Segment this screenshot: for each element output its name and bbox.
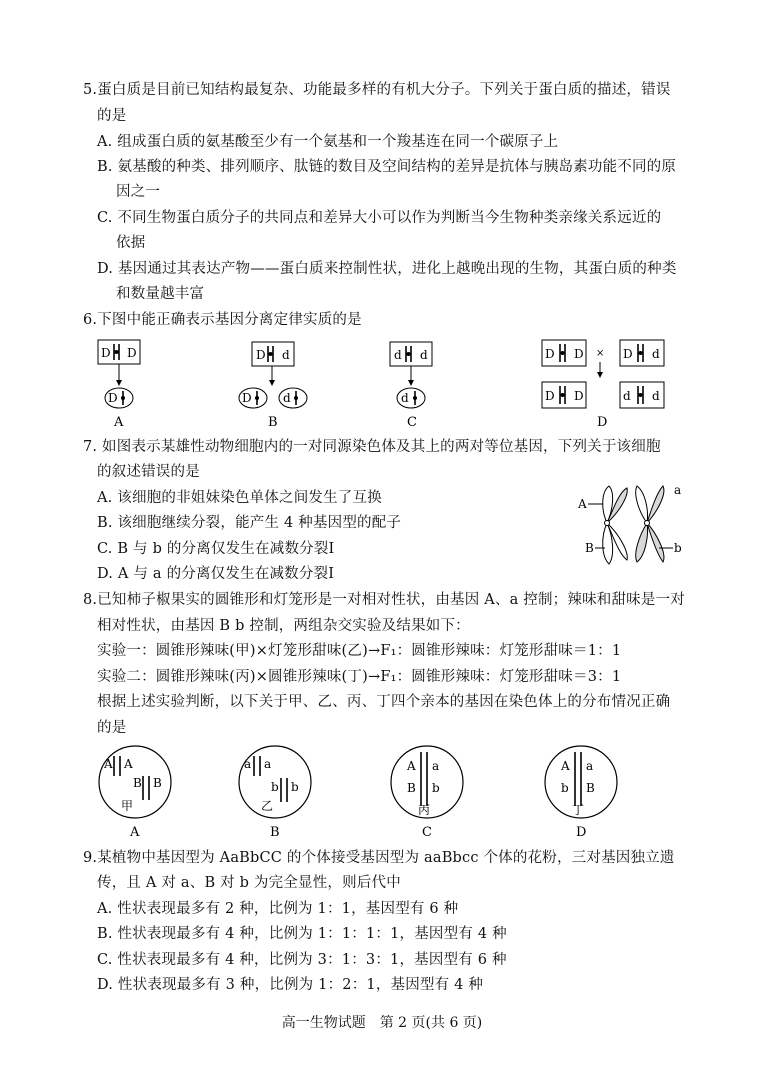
q6-diagram-c (390, 342, 432, 430)
q7-stem-line2: 的叙述错误的是 (97, 464, 200, 480)
svg-text:D: D (545, 347, 555, 361)
svg-text:D: D (108, 391, 118, 405)
q9-stem-line2: 传，且 A 对 a、B 对 b 为完全显性，则后代中 (97, 875, 401, 891)
svg-text:b: b (561, 781, 569, 795)
page-footer: 高一生物试题 第 2 页(共 6 页) (281, 1015, 483, 1031)
q8-stem-line2: 相对性状，由基因 B b 控制，两组杂交实验及结果如下： (97, 618, 470, 634)
svg-text:d: d (283, 391, 291, 405)
q8-stem-line1: 8.已知柿子椒果实的圆锥形和灯笼形是一对相对性状，由基因 A、a 控制；辣味和甜味是一对 (83, 592, 685, 608)
q6-stem: 6.下图中能正确表示基因分离定律实质的是 (83, 312, 362, 328)
svg-text:A: A (104, 757, 113, 771)
q5-stem-line2: 的是 (97, 108, 127, 124)
svg-text:d: d (401, 391, 409, 405)
q7-chromosome-figure (575, 480, 685, 580)
svg-text:a: a (264, 757, 272, 771)
q8-label-b: B (270, 825, 280, 840)
q6-label-d: D (597, 415, 608, 430)
q8-cell-name-bing: 丙 (418, 803, 431, 817)
q9-stem-line1: 9.某植物中基因型为 AaBbCC 的个体接受基因型为 aaBbcc 个体的花粉，三对基因独立遗 (83, 850, 675, 866)
svg-text:d: d (282, 348, 290, 362)
svg-text:a: a (432, 759, 440, 773)
svg-text:B: B (585, 541, 594, 555)
q5-option-d-line2: 和数量越丰富 (116, 286, 205, 302)
q8-cell-name-jia: 甲 (121, 799, 134, 813)
q6-label-c: C (407, 415, 417, 430)
svg-text:a: a (244, 757, 252, 771)
q9-option-b: B. 性状表现最多有 4 种，比例为 1：1：1：1，基因型有 4 种 (97, 926, 507, 942)
svg-text:B: B (586, 781, 595, 795)
svg-text:b: b (674, 541, 682, 555)
svg-text:a: a (674, 483, 682, 497)
q7-chromosome-right (636, 486, 664, 562)
svg-text:a: a (586, 759, 594, 773)
q8-experiment-1: 实验一：圆锥形辣味(甲)×灯笼形甜味(乙)→F₁：圆锥形辣味：灯笼形甜味＝1：1 (97, 643, 622, 659)
q7-option-b: B. 该细胞继续分裂，能产生 4 种基因型的配子 (97, 515, 402, 531)
svg-text:b: b (432, 781, 440, 795)
q9-option-d: D. 性状表现最多有 3 种，比例为 1：2：1，基因型有 4 种 (97, 977, 484, 993)
q5-option-a: A. 组成蛋白质的氨基酸至少有一个氨基和一个羧基连在同一个碳原子上 (97, 134, 559, 150)
svg-text:A: A (561, 759, 570, 773)
svg-text:B: B (133, 776, 142, 790)
svg-text:D: D (545, 389, 555, 403)
q5-option-b-line1: B. 氨基酸的种类、排列顺序、肽链的数目及空间结构的差异是抗体与胰岛素功能不同的原 (97, 159, 677, 175)
q7-stem-line1: 7. 如图表示某雄性动物细胞内的一对同源染色体及其上的两对等位基因，下列关于该细胞 (83, 439, 661, 455)
q5-option-c-line2: 依据 (116, 235, 146, 251)
q5-option-c-line1: C. 不同生物蛋白质分子的共同点和差异大小可以作为判断当今生物种类亲缘关系远近的 (97, 210, 662, 226)
svg-text:D: D (101, 346, 111, 360)
svg-text:A: A (578, 497, 587, 511)
svg-text:D: D (127, 346, 137, 360)
svg-text:×: × (596, 348, 605, 359)
q6-label-a: A (114, 415, 124, 430)
svg-text:B: B (153, 776, 162, 790)
q7-option-a: A. 该细胞的非姐妹染色单体之间发生了互换 (97, 490, 382, 506)
q5-option-b-line2: 因之一 (116, 184, 161, 200)
q6-diagram-a (98, 340, 140, 430)
svg-text:d: d (623, 389, 631, 403)
q8-label-d: D (576, 825, 587, 840)
svg-text:D: D (574, 389, 584, 403)
q6-diagram-d (542, 340, 664, 430)
q7-chromosome-left (603, 486, 628, 564)
svg-text:d: d (394, 348, 402, 362)
q5-stem-line1: 5.蛋白质是目前已知结构最复杂、功能最多样的有机大分子。下列关于蛋白质的描述，错误 (83, 82, 671, 98)
q8-experiment-2: 实验二：圆锥形辣味(丙)×圆锥形辣味(丁)→F₁：圆锥形辣味：灯笼形甜味＝3：1 (97, 669, 622, 685)
svg-text:D: D (623, 347, 633, 361)
svg-text:d: d (652, 347, 660, 361)
q8-stem-line4: 的是 (97, 720, 127, 736)
q6-diagram-b (239, 342, 307, 430)
svg-text:A: A (124, 757, 133, 771)
q8-cell-name-ding: 丁 (572, 803, 585, 817)
svg-text:d: d (420, 348, 428, 362)
svg-text:A: A (407, 759, 416, 773)
svg-text:D: D (574, 347, 584, 361)
q9-option-c: C. 性状表现最多有 4 种，比例为 3：1：3：1，基因型有 6 种 (97, 952, 507, 968)
svg-text:b: b (291, 780, 299, 794)
q7-option-d: D. A 与 a 的分离仅发生在减数分裂Ⅰ (97, 566, 335, 582)
q8-stem-line3: 根据上述实验判断，以下关于甲、乙、丙、丁四个亲本的基因在染色体上的分布情况正确 (97, 694, 671, 710)
q8-cell-name-yi: 乙 (261, 799, 274, 813)
svg-text:D: D (256, 348, 266, 362)
q8-cell-yi (239, 746, 311, 840)
svg-text:D: D (242, 391, 252, 405)
svg-text:B: B (407, 781, 416, 795)
svg-text:d: d (652, 389, 660, 403)
q8-cell-jia (99, 746, 171, 840)
q6-figure (90, 336, 690, 430)
q8-figure (95, 742, 655, 842)
svg-text:b: b (271, 780, 279, 794)
q6-label-b: B (268, 415, 278, 430)
q7-option-c: C. B 与 b 的分离仅发生在减数分裂Ⅰ (97, 541, 335, 557)
q8-label-a: A (130, 825, 140, 840)
q5-option-d-line1: D. 基因通过其表达产物——蛋白质来控制性状，进化上越晚出现的生物，其蛋白质的种类 (97, 261, 677, 277)
q8-label-c: C (422, 825, 432, 840)
q8-cell-bing (391, 746, 463, 840)
q9-option-a: A. 性状表现最多有 2 种，比例为 1：1，基因型有 6 种 (97, 901, 459, 917)
q8-cell-ding (545, 746, 617, 840)
